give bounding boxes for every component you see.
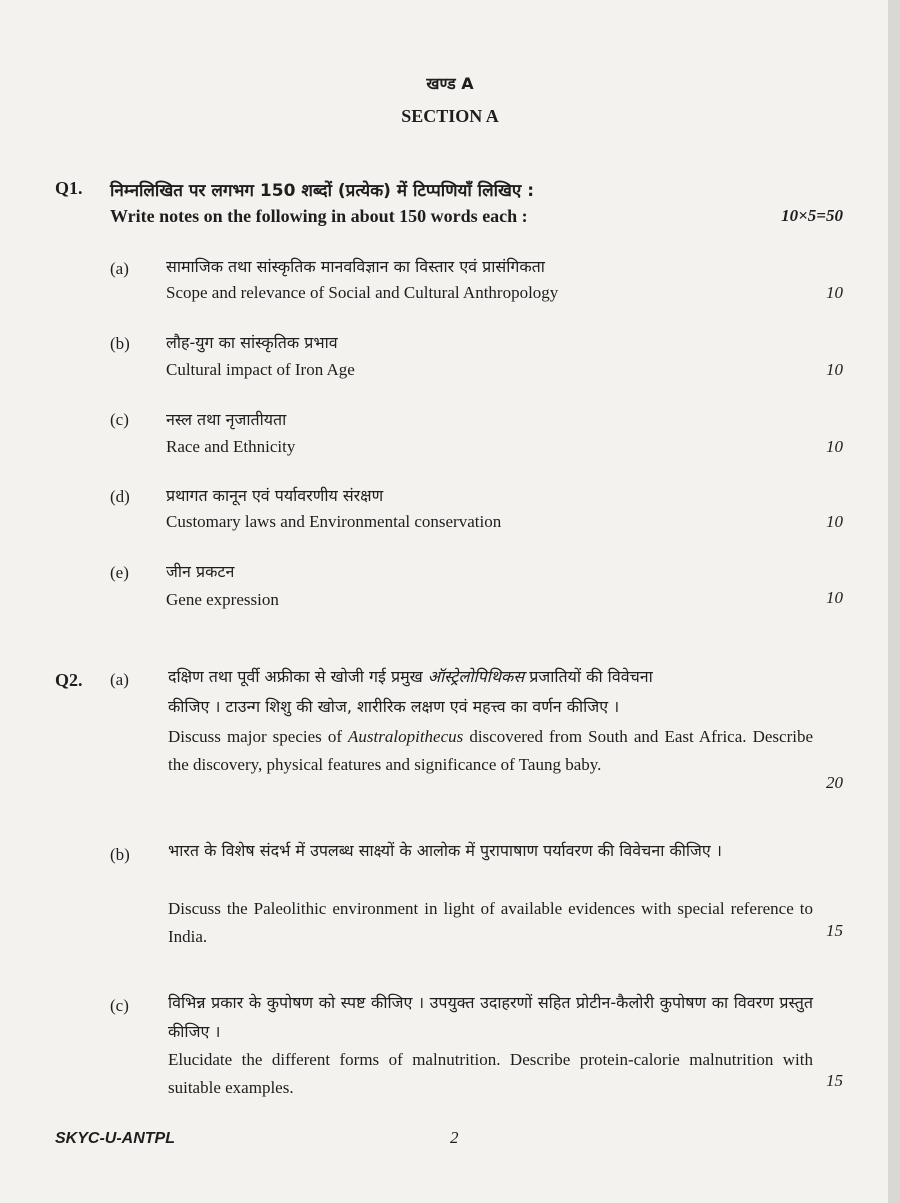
q2a-hindi-italic-term: ऑस्ट्रेलोपिथिकस [427, 667, 525, 686]
q2c-english: Elucidate the different forms of malnutrition. Describe protein-calorie malnutrition with suitable examples. [168, 1050, 813, 1097]
q1-part-marks: 10 [826, 588, 843, 607]
q2-part-marks: 15 [826, 1071, 843, 1090]
q1-part-hindi: नस्ल तथा नृजातीयता [166, 410, 287, 429]
q2b-english: Discuss the Paleolithic environment in light of available evidences with special reference to India. [168, 899, 813, 946]
q2a-english [168, 723, 813, 779]
paper-code: SKYC-U-ANTPL [55, 1130, 175, 1147]
question-number-q1: Q1. [55, 178, 83, 198]
q1-part-label: (d) [110, 487, 130, 506]
q2-part-label: (a) [110, 670, 129, 689]
page-number: 2 [450, 1128, 459, 1147]
q1-part-english: Gene expression [166, 590, 279, 609]
q1-part-label: (a) [110, 259, 129, 278]
q2a-hindi-line2: कीजिए । टाउन्ग शिशु की खोज, शारीरिक लक्षण एवं महत्त्व का वर्णन कीजिए । [168, 697, 620, 716]
q1-instruction: Write notes on the following in about 150 words each : [110, 206, 528, 226]
q2a-hindi-post: प्रजातियों की विवेचना [524, 667, 653, 686]
question-number-q2: Q2. [55, 670, 83, 690]
q2-part-marks: 20 [826, 773, 843, 792]
q2a-hindi-pre: दक्षिण तथा पूर्वी अफ्रीका से खोजी गई प्रमुख [168, 667, 428, 686]
q1-instruction-hindi: निम्नलिखित पर लगभग 150 शब्दों (प्रत्येक) में टिप्पणियाँ लिखिए : [110, 181, 535, 201]
q1-part-english: Race and Ethnicity [166, 437, 296, 456]
q2b-hindi: भारत के विशेष संदर्भ में उपलब्ध साक्ष्यों के आलोक में पुरापाषाण पर्यावरण की विवेचना कीजिए । [168, 841, 722, 860]
q2a-english-post: discovered from South and East Africa. Describe the discovery, physical features and significance of Taung baby. [168, 727, 813, 774]
q2c-hindi: विभिन्न प्रकार के कुपोषण को स्पष्ट कीजिए । उपयुक्त उदाहरणों सहित प्रोटीन-कैलोरी कुपोषण का विवरण प्रस्तुत कीजिए । [168, 993, 813, 1041]
q2a-english-pre: Discuss major species of [168, 727, 349, 746]
q1-part-english: Scope and relevance of Social and Cultural Anthropology [166, 283, 559, 302]
q1-part-hindi: जीन प्रकटन [166, 562, 235, 581]
page-edge-shadow [888, 0, 900, 1203]
q2a-english-italic-term: Australopithecus [348, 727, 464, 746]
section-title: SECTION A [401, 106, 499, 126]
q2-part-marks: 15 [826, 921, 843, 940]
q1-part-label: (b) [110, 334, 130, 353]
q1-part-marks: 10 [826, 437, 843, 456]
q2-part-label: (c) [110, 996, 129, 1015]
q1-part-english: Cultural impact of Iron Age [166, 360, 355, 379]
q2a-hindi-line1 [168, 665, 653, 687]
q1-part-marks: 10 [826, 360, 843, 379]
q1-part-hindi: सामाजिक तथा सांस्कृतिक मानवविज्ञान का विस्तार एवं प्रासंगिकता [166, 257, 545, 276]
q1-total-marks: 10×5=50 [781, 206, 843, 225]
q1-part-marks: 10 [826, 512, 843, 531]
q1-part-hindi: प्रथागत कानून एवं पर्यावरणीय संरक्षण [166, 486, 384, 505]
q1-part-hindi: लौह-युग का सांस्कृतिक प्रभाव [166, 333, 338, 352]
q1-part-english: Customary laws and Environmental conservation [166, 512, 502, 531]
q1-part-label: (c) [110, 410, 129, 429]
q2-part-label: (b) [110, 845, 130, 864]
q1-part-marks: 10 [826, 283, 843, 302]
section-title-hindi: खण्ड A [426, 74, 474, 93]
q1-part-label: (e) [110, 563, 129, 582]
